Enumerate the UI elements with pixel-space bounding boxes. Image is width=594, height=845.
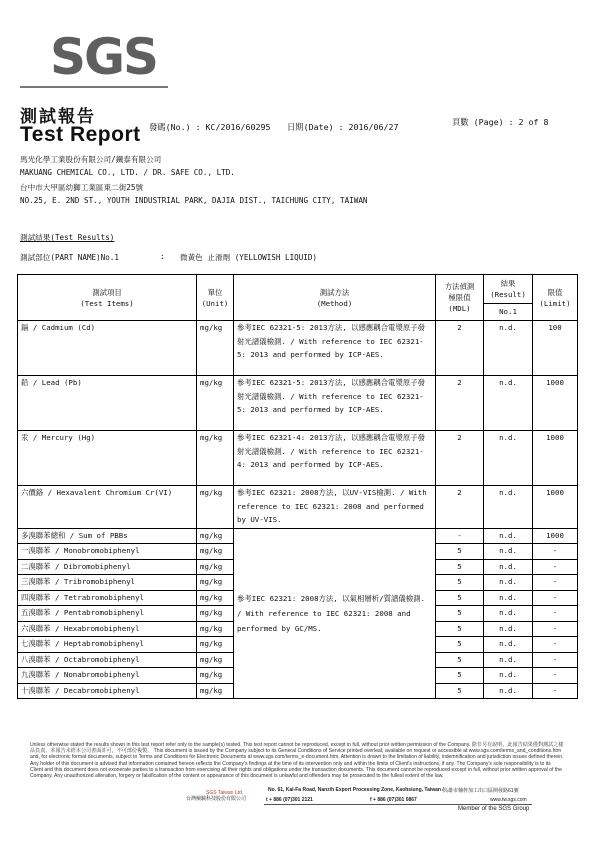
limit-cell: - xyxy=(533,621,578,637)
website: www.tw.sgs.com xyxy=(490,797,527,803)
unit-cell: mg/kg xyxy=(197,621,234,637)
unit-cell: mg/kg xyxy=(197,668,234,684)
unit-cell: mg/kg xyxy=(197,559,234,575)
part-name-separator: : xyxy=(160,252,165,261)
test-item: 六價鉻 / Hexavalent Chromium Cr(VI) xyxy=(18,486,197,529)
result-cell: n.d. xyxy=(484,528,533,544)
sgs-logo: SGS xyxy=(50,28,158,86)
mdl-cell: 5 xyxy=(436,637,484,653)
result-cell: n.d. xyxy=(484,431,533,486)
mdl-cell: 2 xyxy=(436,376,484,431)
test-item: 五溴聯苯 / Pentabromobiphenyl xyxy=(18,606,197,622)
header-limit-en: (Limit) xyxy=(539,298,571,308)
report-title-en: Test Report xyxy=(20,123,141,146)
unit-cell: mg/kg xyxy=(197,321,234,376)
limit-cell: - xyxy=(533,544,578,560)
result-cell: n.d. xyxy=(484,668,533,684)
result-cell: n.d. xyxy=(484,637,533,653)
member-of-group: Member of the SGS Group xyxy=(458,806,530,812)
header-limit xyxy=(533,275,578,321)
header-unit-zh: 單位 xyxy=(207,287,223,297)
result-cell: n.d. xyxy=(484,621,533,637)
test-item: 二溴聯苯 / Dibromobiphenyl xyxy=(18,559,197,575)
mdl-cell: 5 xyxy=(436,559,484,575)
result-cell: n.d. xyxy=(484,376,533,431)
test-item: 九溴聯苯 / Nonabromobiphenyl xyxy=(18,668,197,684)
limit-cell: 1000 xyxy=(533,486,578,529)
result-cell: n.d. xyxy=(484,544,533,560)
mdl-cell: - xyxy=(436,528,484,544)
unit-cell: mg/kg xyxy=(197,683,234,699)
method-cell: 參考IEC 62321: 2008方法, 以UV-VIS檢測. / With reference to IEC 62321: 2008 and performed by UV-VIS. xyxy=(234,486,436,529)
unit-cell: mg/kg xyxy=(197,431,234,486)
unit-cell: mg/kg xyxy=(197,544,234,560)
unit-cell: mg/kg xyxy=(197,376,234,431)
header-method-en: (Method) xyxy=(316,298,353,308)
limit-cell: - xyxy=(533,652,578,668)
limit-cell: - xyxy=(533,590,578,606)
result-cell: n.d. xyxy=(484,590,533,606)
phone-number: t + 886 (07)301 2121 xyxy=(266,797,313,803)
mdl-cell: 5 xyxy=(436,575,484,591)
method-cell: 參考IEC 62321-5: 2013方法, 以感應耦合電漿原子發射光譜儀檢測. / With reference to IEC 62321-5: 2013 and performed by ICP-AES. xyxy=(234,376,436,431)
client-name-zh: 馬光化學工業股份有限公司/鐵泰有限公司 xyxy=(20,155,162,164)
test-item: 汞 / Mercury (Hg) xyxy=(18,431,197,486)
table-row xyxy=(18,431,578,486)
header-result-en: (Result) xyxy=(490,290,526,299)
test-item: 鎘 / Cadmium (Cd) xyxy=(18,321,197,376)
header-method xyxy=(234,275,436,321)
limit-cell: 100 xyxy=(533,321,578,376)
unit-cell: mg/kg xyxy=(197,528,234,544)
mdl-cell: 5 xyxy=(436,606,484,622)
table-row xyxy=(18,528,578,544)
header-result-no: No.1 xyxy=(484,303,532,319)
result-cell: n.d. xyxy=(484,575,533,591)
limit-cell: - xyxy=(533,575,578,591)
limit-cell: - xyxy=(533,637,578,653)
company-name-en: SGS Taiwan Ltd. xyxy=(206,790,244,796)
report-number: 發碼(No.) : KC/2016/60295 xyxy=(149,122,271,132)
mdl-cell: 5 xyxy=(436,621,484,637)
mdl-cell: 5 xyxy=(436,652,484,668)
mdl-cell: 5 xyxy=(436,668,484,684)
method-cell: 參考IEC 62321-5: 2013方法, 以感應耦合電漿原子發射光譜儀檢測. / With reference to IEC 62321-5: 2013 and performed by ICP-AES. xyxy=(234,321,436,376)
header-test-items-zh: 測試項目 xyxy=(92,287,122,297)
table-row xyxy=(18,321,578,376)
client-address-en: NO.25, E. 2ND ST., YOUTH INDUSTRIAL PARK, DAJIA DIST., TAICHUNG CITY, TAIWAN xyxy=(20,196,368,205)
result-cell: n.d. xyxy=(484,321,533,376)
header-unit-en: (Unit) xyxy=(201,298,229,308)
header-mdl-line1: 方法偵測 xyxy=(444,282,475,291)
mdl-cell: 2 xyxy=(436,431,484,486)
result-cell: n.d. xyxy=(484,606,533,622)
test-item: 七溴聯苯 / Heptabromobiphenyl xyxy=(18,637,197,653)
mdl-cell: 2 xyxy=(436,321,484,376)
mdl-cell: 2 xyxy=(436,486,484,529)
unit-cell: mg/kg xyxy=(197,486,234,529)
result-cell: n.d. xyxy=(484,559,533,575)
test-item: 十溴聯苯 / Decabromobiphenyl xyxy=(18,683,197,699)
limit-cell: 1000 xyxy=(533,376,578,431)
mdl-cell: 5 xyxy=(436,590,484,606)
table-row xyxy=(18,376,578,431)
results-heading: 測試結果(Test Results) xyxy=(20,233,115,242)
test-item: 八溴聯苯 / Octabromobiphenyl xyxy=(18,652,197,668)
unit-cell: mg/kg xyxy=(197,575,234,591)
header-mdl-line2: 極限值 xyxy=(448,293,471,302)
unit-cell: mg/kg xyxy=(197,637,234,653)
header-test-items xyxy=(18,275,197,321)
report-title-zh: 測試報告 xyxy=(20,107,96,127)
logo-divider xyxy=(20,86,168,88)
client-name-en: MAKUANG CHEMICAL CO., LTD. / DR. SAFE CO., LTD. xyxy=(20,168,235,177)
header-limit-zh: 限值 xyxy=(547,287,563,297)
limit-cell: 1000 xyxy=(533,431,578,486)
mdl-cell: 5 xyxy=(436,544,484,560)
result-cell: n.d. xyxy=(484,652,533,668)
report-date: 日期(Date) : 2016/06/27 xyxy=(287,122,399,132)
page-number: 頁數 (Page) : 2 of 8 xyxy=(452,117,549,127)
company-address: No. 61, Kai-Fa Road, Nanzih Export Processing Zone, Kaohsiung, Taiwan / xyxy=(268,787,444,793)
unit-cell: mg/kg xyxy=(197,652,234,668)
header-mdl-line3: (MDL) xyxy=(448,304,471,313)
legal-disclaimer: Unless otherwise stated the results shown in this test report refer only to the sample(s) tested. This test report cannot be reproduced, except in full, without prior written permission of the Company. 除非另有說明，此報告結果僅對測試之樣品負責，本報告未經本公司書面許可，不可部份複製。 This document is issued by the Company subject to its General Conditions of Service printed overleaf, available on request or accessible at www.sgs.com/terms_and_conditions.htm and, for electronic format documents, subject to Terms and Conditions for Electronic Documents at www.sgs.com/terms_e-document.htm. Attention is drawn to the limitation of liability, indemnification and jurisdiction issues defined therein. Any holder of this document is advised that information contained hereon reflects the Company's findings at the time of its intervention only and within the limits of Client's instructions, if any. The Company's sole responsibility is to its Client and this document does not exonerate parties to a transaction from exercising all their rights and obligations under the transaction documents. This document cannot be reproduced except in full, without prior written approval of the Company. Any unauthorized alteration, forgery or falsification of the content or appearance of this document is unlawful and offenders may be prosecuted to the fullest extent of the law. xyxy=(30,742,564,780)
result-cell: n.d. xyxy=(484,683,533,699)
table-row xyxy=(18,486,578,529)
company-name-zh: 台灣檢驗科技股份有限公司 xyxy=(186,796,247,802)
footer-divider xyxy=(264,804,532,805)
header-mdl xyxy=(436,275,484,321)
test-item: 鉛 / Lead (Pb) xyxy=(18,376,197,431)
unit-cell: mg/kg xyxy=(197,606,234,622)
fax-number: f + 886 (07)301 0867 xyxy=(370,797,417,803)
header-unit xyxy=(197,275,234,321)
unit-cell: mg/kg xyxy=(197,590,234,606)
limit-cell: 1000 xyxy=(533,528,578,544)
header-method-zh: 測試方法 xyxy=(319,287,350,297)
test-item: 六溴聯苯 / Hexabromobiphenyl xyxy=(18,621,197,637)
company-address-zh: 高雄市楠梓加工出口區開發路61號 xyxy=(443,788,519,794)
table-header-row xyxy=(18,275,578,321)
part-name-label: 測試部位(PART NAME)No.1 xyxy=(20,253,119,262)
header-result-zh: 結果 xyxy=(500,279,516,288)
limit-cell: - xyxy=(533,683,578,699)
test-item: 一溴聯苯 / Monobromobiphenyl xyxy=(18,544,197,560)
header-result xyxy=(484,275,533,321)
test-item: 三溴聯苯 / Tribromobiphenyl xyxy=(18,575,197,591)
result-cell: n.d. xyxy=(484,486,533,529)
results-table xyxy=(17,274,578,699)
header-test-items-en: (Test Items) xyxy=(80,298,134,308)
method-cell: 參考IEC 62321-4: 2013方法, 以感應耦合電漿原子發射光譜儀檢測. / With reference to IEC 62321-4: 2013 and performed by ICP-AES. xyxy=(234,431,436,486)
part-name-value: 微黃色 止滑劑 (YELLOWISH LIQUID) xyxy=(180,253,317,262)
limit-cell: - xyxy=(533,606,578,622)
method-cell-pbb: 參考IEC 62321: 2008方法, 以氣相層析/質譜儀檢測. / With reference to IEC 62321: 2008 and performed by GC/MS. xyxy=(234,528,436,699)
limit-cell: - xyxy=(533,559,578,575)
limit-cell: - xyxy=(533,668,578,684)
mdl-cell: 5 xyxy=(436,683,484,699)
test-item: 多溴聯苯總和 / Sum of PBBs xyxy=(18,528,197,544)
test-item: 四溴聯苯 / Tetrabromobiphenyl xyxy=(18,590,197,606)
client-address-zh: 台中市大甲區幼獅工業區東二街25號 xyxy=(20,183,144,192)
